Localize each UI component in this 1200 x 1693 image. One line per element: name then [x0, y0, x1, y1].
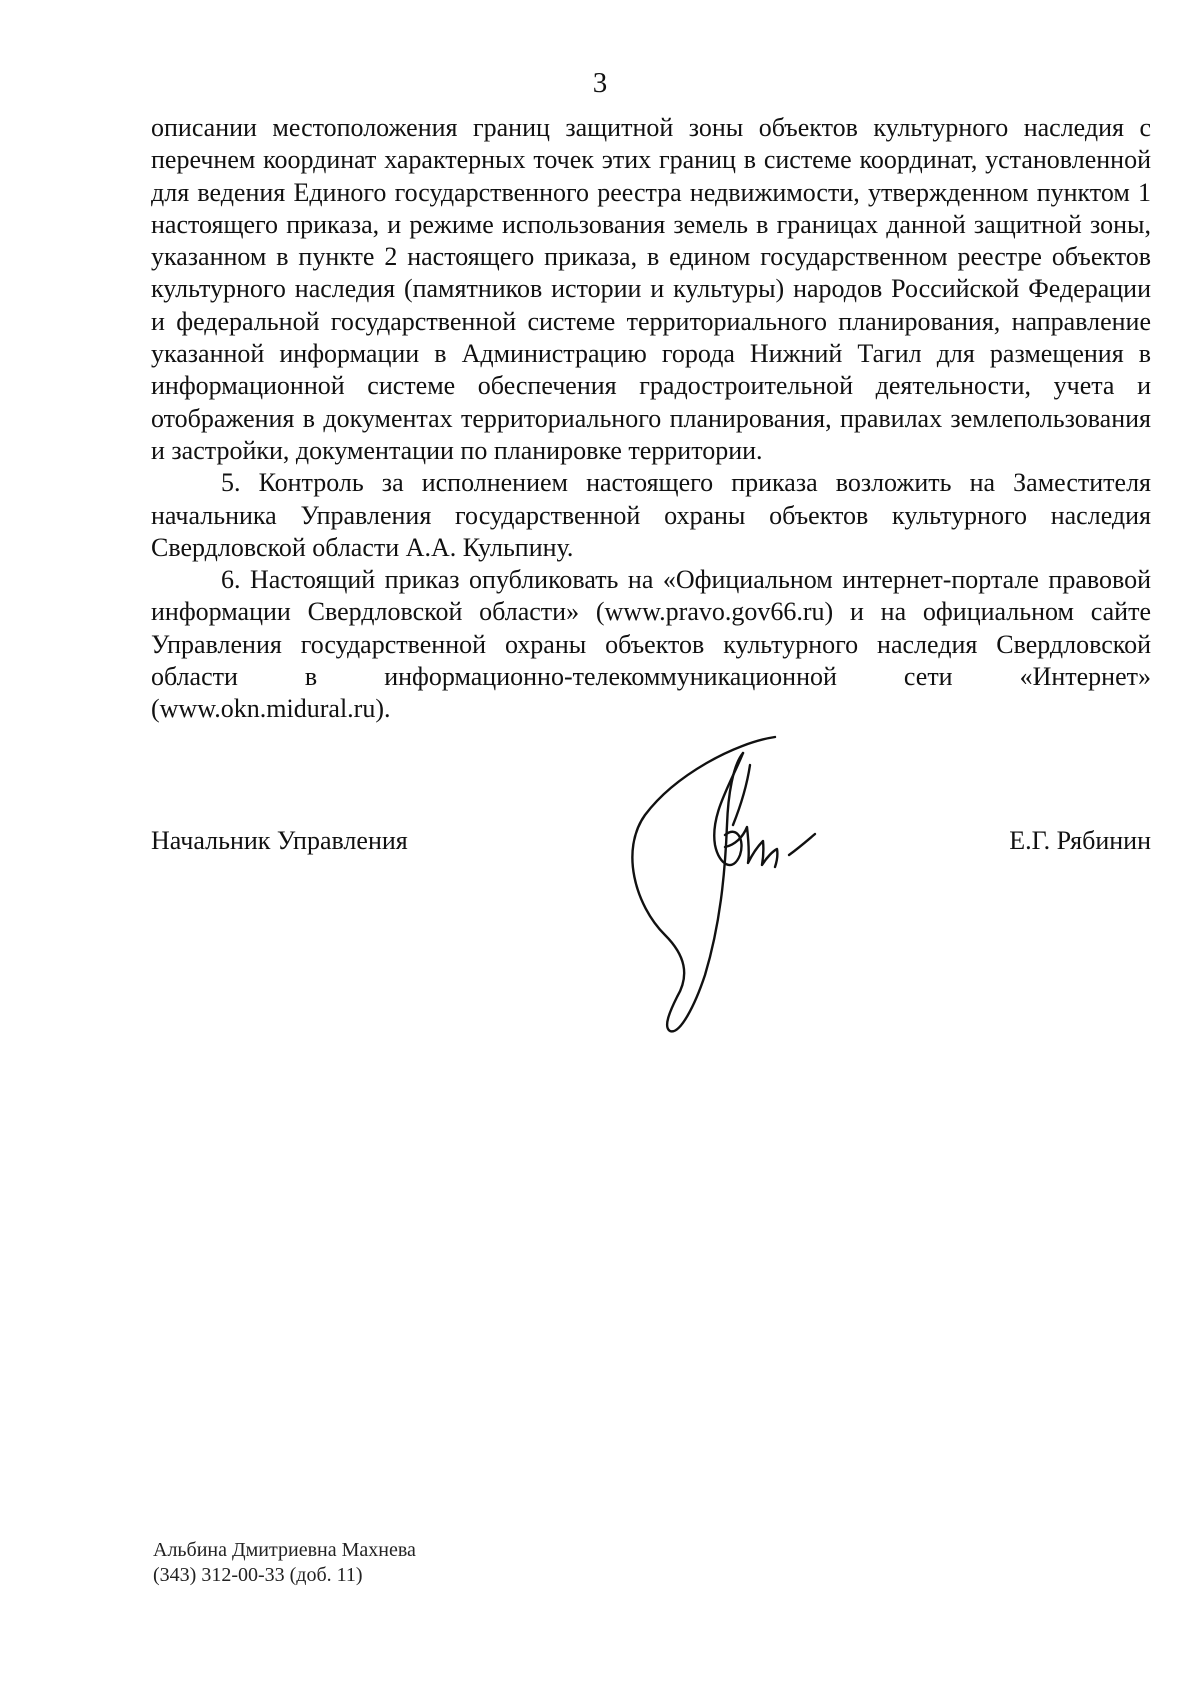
signer-name: Е.Г. Рябинин — [1009, 826, 1151, 855]
paragraph-item-6: 6. Настоящий приказ опубликовать на «Официальном интернет-портале правовой информации Свердловской области» (www.pravo.gov66.ru) и на официальном сайте Управления государственной охраны объектов культурного наследия Свердловской области в информационно-телекоммуникационной сети «Интернет» (www.okn.midural.ru). — [151, 565, 1151, 724]
contact-phone: (343) 312-00-33 (доб. 11) — [153, 1564, 363, 1586]
paragraph-continuation: описании местоположения границ защитной зоны объектов культурного наследия с перечнем координат характерных точек этих границ в системе координат, установленной для ведения Единого государственного реестра недвижимости, утвержденном пунктом 1 настоящего приказа, и режиме использования земель в границах данной защитной зоны, указанном в пункте 2 настоящего приказа, в едином государственном реестре объектов культурного наследия (памятников истории и культуры) народов Российской Федерации и федеральной государственной системе территориального планирования, направление указанной информации в Администрацию города Нижний Тагил для размещения в информационной системе обеспечения градостроительной деятельности, учета и отображения в документах территориального планирования, правилах землепользования и застройки, документации по планировке территории. — [151, 113, 1151, 465]
contact-info — [153, 1538, 416, 1588]
page-number: 3 — [592, 67, 608, 99]
paragraph-item-5: 5. Контроль за исполнением настоящего приказа возложить на Заместителя начальника Управления государственной охраны объектов культурного наследия Свердловской области А.А. Кульпину. — [151, 468, 1151, 562]
signer-title: Начальник Управления — [151, 826, 408, 855]
handwritten-signature — [615, 735, 905, 1035]
document-body — [151, 112, 1151, 726]
contact-name: Альбина Дмитриевна Махнева — [153, 1539, 416, 1561]
